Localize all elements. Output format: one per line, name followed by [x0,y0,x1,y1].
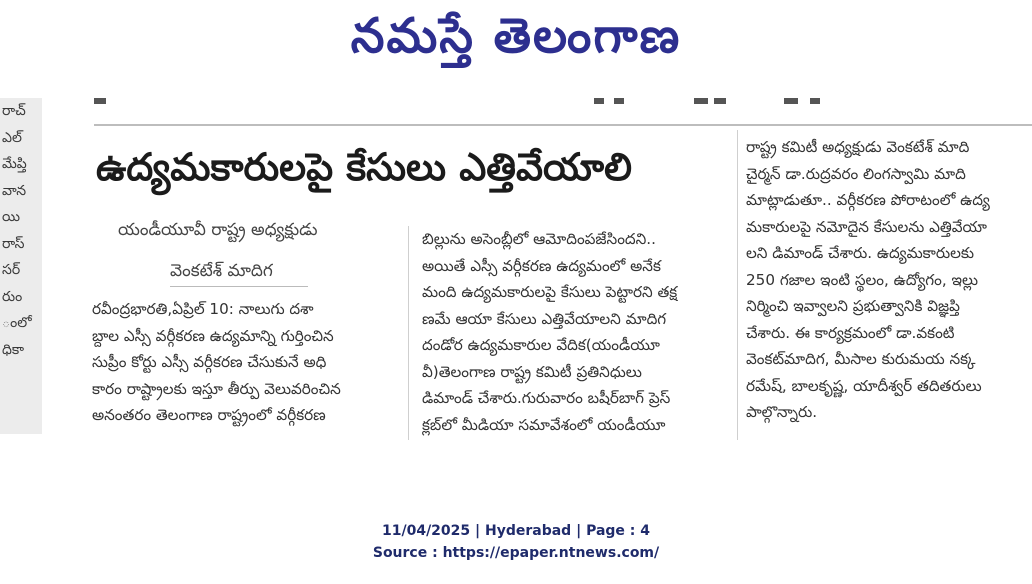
column-divider [737,130,738,440]
text-line: చేశారు. ఈ కార్యక్రమంలో డా.వకంటి [746,323,955,342]
left-fragment: మేప్తి [2,156,27,172]
left-fragment: ధికా [2,341,25,358]
top-rule [94,124,1032,126]
text-line: వెంకట్‌మాదిగ, మీసాల కురుమయ నక్క [746,350,976,368]
left-adjacent-article [0,98,42,434]
text-line: మకారులపై నమోదైన కేసులను ఎత్తివేయా [746,217,987,236]
article-subhead-line1: యండీయూవీ రాష్ట్ర అధ్యక్షుడు [118,220,318,240]
text-line: మంది ఉద్యమకారులపై కేసులు పెట్టారని తక్ష [422,283,678,301]
text-line: క్లబ్‌లో మీడియా సమావేశంలో యండీయూ [422,415,666,434]
masthead [0,0,1032,80]
article-column-3 [746,134,1032,426]
left-fragment: యి [2,209,21,225]
column-divider [408,226,409,440]
text-line: రవీంద్రభారతి,ఏప్రిల్ 10: నాలుగు దశా [92,300,314,318]
subhead-underline [170,286,308,287]
left-fragment: రుం [2,288,23,305]
text-line: వీ)తెలంగాణ రాష్ట్ర కమిటీ ప్రతినిధులు [422,362,642,381]
text-line: నిర్మించి ఇవ్వాలని ప్రభుత్వానికి విజ్ఞప్తి [746,297,960,315]
text-line: ణమే ఆయా కేసులు ఎత్తివేయాలని మాదిగ [422,309,667,328]
text-line: కారం రాష్ట్రాలకు ఇస్తూ తీర్పు వెలువరించిన [92,379,341,398]
text-line: చైర్మన్ డా.రుద్రవరం లింగస్వామి మాది [746,164,966,183]
text-line: అనంతరం తెలంగాణ రాష్ట్రంలో వర్గీకరణ [92,406,326,424]
left-fragment: రాచ్ [2,103,26,119]
text-line: మాట్లాడుతూ.. వర్గీకరణ పోరాటంలో ఉద్య [746,191,990,209]
article-column-1 [92,296,402,429]
footer-date-edition: 11/04/2025 | Hyderabad | Page : 4 [381,523,651,539]
article-headline: ఉద్యమకారులపై కేసులు ఎత్తివేయాలి [96,145,632,189]
left-fragment: ంలో [2,315,32,331]
text-line: సుప్రీం కోర్టు ఎస్సీ వర్గీకరణ చేసుకునే అధి [92,353,327,371]
text-line: అయితే ఎస్సీ వర్గీకరణ ఉద్యమంలో అనేక [422,256,661,275]
text-line: డిమాండ్ చేశారు.గురువారం బషీర్‌బాగ్ ప్రెస్ [422,389,671,407]
left-fragment: ఎల్ [2,129,22,146]
top-clipped-strip [94,98,894,106]
text-line: 250 గజాల ఇంటి స్థలం, ఉద్యోగం, ఇల్లు [746,270,978,289]
text-line: బ్దాల ఎస్సీ వర్గీకరణ ఉద్యమాన్ని గుర్తించిన [92,326,334,345]
left-fragment: రాస్ [2,235,25,252]
text-line: రమేష్, బాలకృష్ణ, యాదీశ్వర్ తదితరులు [746,376,982,395]
masthead-logo: నమస్తే తెలంగాణ [350,8,682,64]
left-fragment: వాన [2,182,27,199]
left-fragment: సర్ [2,262,21,278]
article-subhead-line2: వెంకటేశ్ మాదిగ [170,261,273,281]
text-line: దండోర ఉద్యమకారుల వేదిక(యండీయూ [422,336,660,354]
text-line: పాల్గొన్నారు. [746,403,818,421]
footer-source: Source : https://epaper.ntnews.com/ [372,545,660,561]
article-column-2 [422,226,722,438]
text-line: బిల్లును అసెంబ్లీలో ఆమోదింపజేసిందని.. [422,230,656,248]
text-line: లని డిమాండ్ చేశారు. ఉద్యమకారులకు [746,244,975,262]
text-line: రాష్ట్ర కమిటీ అధ్యక్షుడు వెంకటేశ్ మాది [746,138,970,156]
